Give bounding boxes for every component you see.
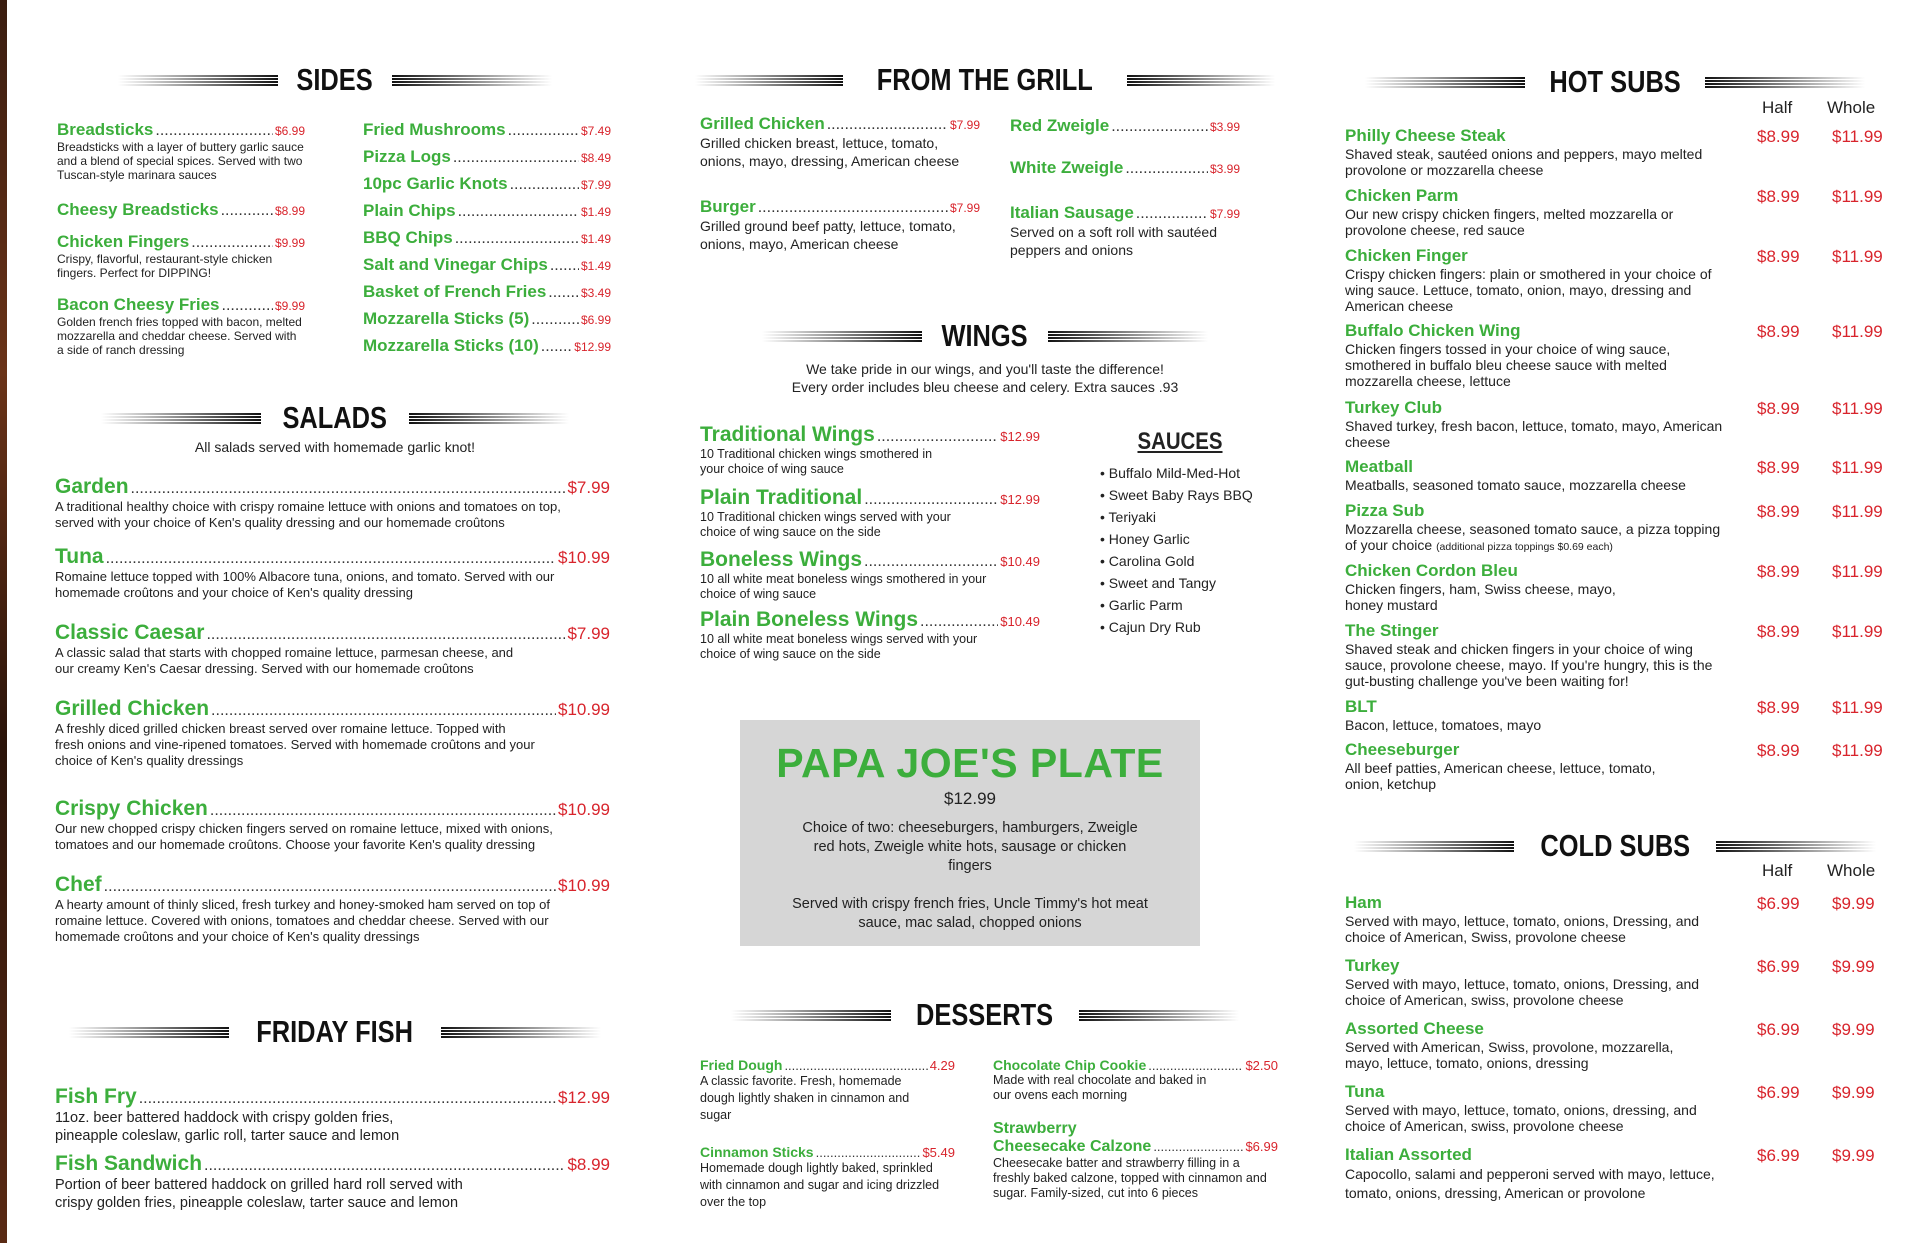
- section-title: SIDES: [296, 62, 374, 97]
- item-name: Mozzarella Sticks (10): [363, 336, 539, 355]
- item-desc: A classic favorite. Fresh, homemade dough lightly shaken in cinnamon and sugar: [700, 1074, 910, 1122]
- menu-item: [1345, 126, 1885, 178]
- menu-item: [1345, 1145, 1885, 1203]
- desserts-section: [695, 995, 1275, 1035]
- grill-section: [695, 60, 1275, 100]
- item-price: $10.99: [558, 700, 610, 719]
- item-price: $12.99: [558, 1088, 610, 1107]
- menu-item: [1345, 1082, 1885, 1134]
- item-price: $7.99: [949, 201, 980, 215]
- menu-item: [700, 548, 1040, 602]
- half-price: $8.99: [1757, 562, 1800, 581]
- item-desc: Golden french fries topped with bacon, melted mozzarella and cheddar cheese. Served with a side of ranch dressing: [57, 315, 302, 357]
- heading-bar-right: [392, 75, 552, 86]
- item-name: Plain Traditional: [700, 486, 863, 509]
- item-price: $8.49: [580, 151, 611, 165]
- whole-column-label: Whole: [1827, 98, 1876, 117]
- menu-item: [700, 486, 1040, 540]
- item-name: Assorted Cheese: [1345, 1019, 1484, 1038]
- left-edge-border: [0, 0, 7, 1243]
- item-price: $3.99: [1209, 162, 1240, 176]
- sides-heading: [55, 60, 615, 100]
- sauce-item: • Teriyaki: [1100, 509, 1156, 525]
- sauce-item: • Carolina Gold: [1100, 553, 1195, 569]
- item-price: $8.99: [274, 204, 305, 218]
- item-desc: Served with mayo, lettuce, tomato, onions, Dressing, and choice of American, Swiss, provolone cheese: [1345, 913, 1700, 945]
- section-title: HOT SUBS: [1549, 64, 1681, 99]
- half-price: $6.99: [1757, 1146, 1800, 1165]
- item-name: Turkey Club: [1345, 398, 1442, 417]
- whole-price: $11.99: [1832, 127, 1883, 146]
- item-name: BLT: [1345, 697, 1377, 716]
- half-price: $8.99: [1757, 741, 1800, 760]
- wings-note-1: We take pride in our wings, and you'll taste the difference!: [806, 361, 1164, 377]
- menu-item: [57, 295, 305, 357]
- item-desc: Shaved steak, sautéed onions and peppers, mayo melted provolone or mozzarella cheese: [1345, 146, 1703, 178]
- half-price: $8.99: [1757, 322, 1800, 341]
- sides-right-list: [363, 120, 611, 363]
- menu-item: [1010, 116, 1240, 136]
- menu-item: [55, 475, 610, 531]
- wings-section: [695, 316, 1275, 396]
- whole-price: $9.99: [1832, 1146, 1875, 1165]
- item-price: $10.99: [558, 548, 610, 567]
- plate-desc-1: Choice of two: cheeseburgers, hamburgers, Zweigle red hots, Zweigle white hots, sausage or chicken fingers: [802, 820, 1138, 874]
- item-desc: [1345, 521, 1730, 555]
- leader-dots: [106, 550, 556, 568]
- menu-item: [57, 200, 305, 220]
- menu-item: [1345, 398, 1885, 450]
- heading-bar-right: [441, 1027, 601, 1038]
- whole-price: $11.99: [1832, 741, 1883, 760]
- whole-price: $11.99: [1832, 247, 1883, 266]
- item-name: Tuna: [55, 545, 104, 568]
- heading-bar-left: [101, 413, 261, 424]
- half-price: $8.99: [1757, 502, 1800, 521]
- item-desc: Our new chopped crispy chicken fingers served on romaine lettuce, mixed with onions, tomatoes and our homemade croûtons. Choose your favorite Ken's quality dressing: [55, 821, 553, 852]
- item-price: $3.99: [1209, 120, 1240, 134]
- item-desc: Shaved steak and chicken fingers in your choice of wing sauce, provolone cheese, mayo. If you're hungry, this is the gut-busting challenge you've been waiting for!: [1345, 641, 1713, 689]
- whole-column-label: Whole: [1827, 861, 1876, 880]
- heading-bar-right: [1048, 331, 1208, 342]
- menu-item: [1345, 621, 1885, 689]
- menu-item: [55, 1152, 610, 1212]
- item-name: Cinnamon Sticks: [700, 1144, 814, 1160]
- item-name: Chicken Fingers: [57, 232, 190, 251]
- whole-price: $11.99: [1832, 622, 1883, 641]
- sauce-item: • Sweet Baby Rays BBQ: [1100, 487, 1253, 503]
- leader-dots: [864, 491, 998, 509]
- friday-fish-section: [55, 1012, 615, 1052]
- whole-price: $11.99: [1832, 458, 1883, 477]
- item-price: $7.99: [949, 118, 980, 132]
- item-price: $10.49: [1000, 554, 1040, 569]
- item-name: Plain Chips: [363, 201, 456, 220]
- item-price: $1.49: [580, 259, 611, 273]
- item-price: $7.99: [1209, 207, 1240, 221]
- item-desc: Served with mayo, lettuce, tomato, onions, dressing, and choice of American, swiss, provolone cheese: [1345, 1102, 1697, 1134]
- item-name: Meatball: [1345, 457, 1414, 476]
- whole-price: $9.99: [1832, 1020, 1875, 1039]
- item-name: Chicken Finger: [1345, 246, 1468, 265]
- item-desc: Grilled chicken breast, lettuce, tomato, onions, mayo, dressing, American cheese: [700, 135, 960, 169]
- item-price: $10.99: [558, 800, 610, 819]
- item-name: Burger: [700, 197, 756, 216]
- half-price: $8.99: [1757, 187, 1800, 206]
- plate-price: $12.99: [944, 789, 996, 808]
- item-desc: All beef patties, American cheese, lettuce, tomato, onion, ketchup: [1345, 760, 1656, 792]
- item-desc-note: (additional pizza toppings $0.69 each): [1436, 541, 1613, 553]
- leader-dots: [827, 116, 948, 134]
- heading-bar-left: [695, 75, 843, 86]
- menu-item: [700, 1057, 955, 1124]
- leader-dots: [221, 202, 273, 220]
- leader-dots: [550, 257, 579, 275]
- menu-item: [55, 873, 610, 945]
- leader-dots: [510, 176, 579, 194]
- half-price: $8.99: [1757, 399, 1800, 418]
- half-price: $6.99: [1757, 957, 1800, 976]
- item-desc: A traditional healthy choice with crispy romaine lettuce with onions and tomatoes on top, served with your choice of Ken's quality dressing and our homemade croûtons: [55, 499, 561, 530]
- whole-price: $11.99: [1832, 187, 1883, 206]
- item-desc: Shaved turkey, fresh bacon, lettuce, tomato, mayo, American cheese: [1345, 418, 1723, 450]
- item-name: Ham: [1345, 893, 1382, 912]
- menu-item: [700, 608, 1040, 662]
- leader-dots: [210, 802, 556, 820]
- item-name: Tuna: [1345, 1082, 1385, 1101]
- sauce-item: • Garlic Parm: [1100, 597, 1183, 613]
- item-desc: Our new crispy chicken fingers, melted mozzarella or provolone cheese, red sauce: [1345, 206, 1674, 238]
- heading-bar-left: [118, 75, 278, 86]
- heading-bar-left: [1365, 77, 1525, 88]
- item-name: Chef: [55, 873, 102, 896]
- half-price: $8.99: [1757, 698, 1800, 717]
- leader-dots: [1111, 118, 1208, 136]
- heading-bar-left: [1354, 841, 1514, 852]
- heading-bar-left: [731, 1010, 891, 1021]
- item-name: Traditional Wings: [700, 423, 875, 446]
- cold-subs-heading: [1345, 826, 1885, 866]
- item-name: Cheesy Breadsticks: [57, 200, 219, 219]
- heading-bar-right: [1705, 77, 1865, 88]
- half-price: $8.99: [1757, 247, 1800, 266]
- leader-dots: [541, 338, 573, 356]
- leader-dots: [877, 428, 998, 446]
- item-name: The Stinger: [1345, 621, 1439, 640]
- menu-item: [700, 114, 980, 170]
- item-desc: A freshly diced grilled chicken breast served over romaine lettuce. Topped with fresh onions and vine-ripened tomatoes. Served with homemade croûtons and your choice of Ken's quality dressings: [55, 721, 535, 768]
- section-title: DESSERTS: [916, 997, 1054, 1032]
- salads-note: All salads served with homemade garlic knot!: [194, 439, 476, 455]
- item-name: Plain Boneless Wings: [700, 608, 919, 631]
- menu-item: [55, 797, 610, 853]
- item-desc: 10 Traditional chicken wings served with your choice of wing sauce on the side: [700, 510, 951, 539]
- sides-section: [55, 60, 615, 100]
- whole-price: $9.99: [1832, 1083, 1875, 1102]
- half-price: $8.99: [1757, 127, 1800, 146]
- leader-dots: [548, 284, 579, 302]
- item-name: Italian Sausage: [1010, 203, 1134, 222]
- leader-dots: [455, 230, 579, 248]
- leader-dots: [155, 122, 273, 140]
- item-name: Fried Dough: [700, 1057, 783, 1073]
- menu-item: [1345, 457, 1885, 493]
- item-name: Bacon Cheesy Fries: [57, 295, 220, 314]
- whole-price: $11.99: [1832, 562, 1883, 581]
- half-column-label: Half: [1762, 98, 1793, 117]
- item-desc: Grilled ground beef patty, lettuce, tomato, onions, mayo, American cheese: [700, 218, 956, 252]
- item-price: $9.99: [274, 236, 305, 250]
- item-name: BBQ Chips: [363, 228, 453, 247]
- menu-item: [1345, 501, 1885, 555]
- menu-item: [57, 232, 305, 280]
- menu-item: [1345, 956, 1885, 1008]
- leader-dots: [211, 702, 556, 720]
- item-desc: Chicken fingers, ham, Swiss cheese, mayo, honey mustard: [1345, 581, 1616, 613]
- section-title: FRIDAY FISH: [256, 1014, 414, 1049]
- section-title: FROM THE GRILL: [876, 62, 1094, 97]
- whole-price: $11.99: [1832, 322, 1883, 341]
- leader-dots: [816, 1145, 921, 1160]
- heading-bar-right: [1127, 75, 1275, 86]
- leader-dots: [191, 234, 273, 252]
- item-name: Chocolate Chip Cookie: [993, 1057, 1147, 1073]
- friday-fish-heading: [55, 1012, 615, 1052]
- item-name: Mozzarella Sticks (5): [363, 309, 530, 328]
- papa-joes-plate-box: [740, 720, 1200, 946]
- leader-dots: [920, 613, 998, 631]
- desserts-heading: [695, 995, 1275, 1035]
- sauce-item: • Cajun Dry Rub: [1100, 619, 1201, 635]
- sauces-title: SAUCES: [1137, 428, 1223, 455]
- item-price: $5.49: [922, 1145, 955, 1160]
- item-price: 4.29: [929, 1058, 955, 1073]
- menu-item: [1345, 186, 1885, 238]
- item-desc: Homemade dough lightly baked, sprinkled with cinnamon and sugar and icing drizzled over the top: [700, 1161, 940, 1209]
- item-desc: A hearty amount of thinly sliced, fresh turkey and honey-smoked ham served on top of romaine lettuce. Covered with onions, tomatoes and cheddar cheese. Served with our homemade croûtons and your choice of Ken's quality dressings: [55, 897, 550, 944]
- item-desc: Served with American, Swiss, provolone, mozzarella, mayo, lettuce, tomato, onions, dressing: [1345, 1039, 1674, 1071]
- leader-dots: [1136, 205, 1208, 223]
- sauce-item: • Sweet and Tangy: [1100, 575, 1216, 591]
- menu-item: [1345, 1019, 1885, 1071]
- item-name: Fish Sandwich: [55, 1152, 203, 1175]
- item-name: Philly Cheese Steak: [1345, 126, 1506, 145]
- item-name: Fish Fry: [55, 1085, 137, 1108]
- item-desc: Served on a soft roll with sautéed peppers and onions: [1010, 224, 1218, 258]
- item-name: Cheesecake Calzone: [993, 1138, 1152, 1155]
- menu-item: [1345, 740, 1885, 792]
- item-name: Crispy Chicken: [55, 797, 208, 820]
- item-name: Cheeseburger: [1345, 740, 1460, 759]
- heading-bar-right: [1079, 1010, 1239, 1021]
- menu-item: [1345, 321, 1885, 389]
- leader-dots: [531, 311, 579, 329]
- item-desc: A classic salad that starts with chopped romaine lettuce, parmesan cheese, and our creamy Ken's Caesar dressing. Served with our homemade croûtons: [55, 645, 514, 676]
- half-price: $6.99: [1757, 1083, 1800, 1102]
- item-price: $3.49: [580, 286, 611, 300]
- item-name: Red Zweigle: [1010, 116, 1110, 135]
- item-price: $9.99: [274, 299, 305, 313]
- whole-price: $11.99: [1832, 399, 1883, 418]
- leader-dots: [222, 297, 273, 315]
- item-name: Turkey: [1345, 956, 1400, 975]
- half-price: $6.99: [1757, 1020, 1800, 1039]
- whole-price: $11.99: [1832, 698, 1883, 717]
- menu-item: [55, 1085, 610, 1145]
- item-name: Chicken Cordon Bleu: [1345, 561, 1518, 580]
- leader-dots: [453, 149, 579, 167]
- heading-bar-left: [69, 1027, 229, 1038]
- item-name: Classic Caesar: [55, 621, 205, 644]
- item-name: 10pc Garlic Knots: [363, 174, 508, 193]
- cold-subs-section: [1345, 826, 1885, 866]
- menu-item: [57, 120, 305, 182]
- leader-dots: [206, 626, 565, 644]
- menu-item: [55, 697, 610, 769]
- leader-dots: [131, 480, 566, 498]
- sauce-item: • Honey Garlic: [1100, 531, 1190, 547]
- leader-dots: [204, 1157, 565, 1175]
- item-name: Breadsticks: [57, 120, 154, 139]
- item-name-line-1: Strawberry: [993, 1120, 1077, 1137]
- item-desc: 11oz. beer battered haddock with crispy golden fries, pineapple coleslaw, garlic roll, tarter sauce and lemon: [55, 1110, 400, 1144]
- item-price: $10.49: [1000, 614, 1040, 629]
- leader-dots: [508, 122, 579, 140]
- item-desc: 10 all white meat boneless wings smothered in your choice of wing sauce: [700, 572, 987, 601]
- heading-bar-right: [1716, 841, 1876, 852]
- item-price: $7.99: [567, 478, 610, 497]
- wings-note-2: Every order includes bleu cheese and celery. Extra sauces .93: [791, 379, 1179, 395]
- item-name: Boneless Wings: [700, 548, 863, 571]
- menu-item: [1345, 893, 1885, 945]
- item-price: $1.49: [580, 232, 611, 246]
- item-price: $12.99: [574, 340, 611, 354]
- sauce-item: • Buffalo Mild-Med-Hot: [1100, 465, 1241, 481]
- item-desc: 10 Traditional chicken wings smothered in your choice of wing sauce: [700, 447, 933, 476]
- item-name: White Zweigle: [1010, 158, 1124, 177]
- menu-item: [55, 621, 610, 677]
- item-price: $10.99: [558, 876, 610, 895]
- item-price: $7.99: [567, 624, 610, 643]
- half-price: $8.99: [1757, 458, 1800, 477]
- item-desc: Romaine lettuce topped with 100% Albacore tuna, onions, and tomato. Served with our homemade croûtons and your choice of Ken's quality dressing: [55, 569, 555, 600]
- item-name: Salt and Vinegar Chips: [363, 255, 548, 274]
- heading-bar-left: [762, 331, 922, 342]
- item-desc: Portion of beer battered haddock on grilled hard roll served with crispy golden fries, pineapple coleslaw, tarter sauce and lemon: [55, 1177, 463, 1211]
- menu-item: [55, 545, 610, 601]
- item-price: $6.99: [580, 313, 611, 327]
- sauces-list: [1100, 428, 1260, 638]
- menu-item: [700, 197, 980, 253]
- item-price: $1.49: [580, 205, 611, 219]
- wings-heading: [695, 316, 1275, 356]
- menu-item: [700, 1144, 955, 1211]
- menu-item: [1345, 246, 1885, 314]
- item-desc: Made with real chocolate and baked in our ovens each morning: [993, 1073, 1207, 1102]
- item-price: $7.49: [580, 124, 611, 138]
- salads-heading: [55, 398, 615, 438]
- item-desc-text: Mozzarella cheese, seasoned tomato sauce, a pizza topping of your choice: [1345, 521, 1721, 553]
- leader-dots: [784, 1058, 927, 1073]
- item-desc: Breadsticks with a layer of buttery garlic sauce and a blend of special spices. Served with two Tuscan-style marinara sauces: [57, 140, 304, 182]
- plate-title: PAPA JOE'S PLATE: [776, 740, 1164, 786]
- item-price: $12.99: [1000, 429, 1040, 444]
- leader-dots: [864, 553, 998, 571]
- item-price: $2.50: [1245, 1058, 1278, 1073]
- item-desc: Bacon, lettuce, tomatoes, mayo: [1345, 717, 1542, 733]
- item-desc: Capocollo, salami and pepperoni served with mayo, lettuce, tomato, onions, dressing, American or provolone: [1345, 1166, 1715, 1201]
- item-name: Garden: [55, 475, 129, 498]
- item-desc: Crispy chicken fingers: plain or smothered in your choice of wing sauce. Lettuce, tomato, onion, mayo, dressing and American cheese: [1345, 266, 1712, 314]
- item-price: $6.99: [1245, 1139, 1278, 1154]
- whole-price: $9.99: [1832, 957, 1875, 976]
- item-name: Grilled Chicken: [700, 114, 825, 133]
- whole-price: $11.99: [1832, 502, 1883, 521]
- leader-dots: [758, 199, 948, 217]
- item-desc: Cheesecake batter and strawberry filling in a freshly baked calzone, topped with cinnamon and sugar. Family-sized, cut into 6 pieces: [993, 1156, 1267, 1200]
- menu-item: [1345, 561, 1885, 613]
- leader-dots: [104, 878, 556, 896]
- half-price: $8.99: [1757, 622, 1800, 641]
- section-title: WINGS: [941, 318, 1029, 353]
- menu-item: [1010, 203, 1240, 259]
- item-name: Italian Assorted: [1345, 1145, 1472, 1164]
- heading-bar-right: [409, 413, 569, 424]
- leader-dots: [139, 1090, 556, 1108]
- section-title: SALADS: [282, 400, 388, 435]
- menu-item: [993, 1120, 1278, 1201]
- item-name: Pizza Sub: [1345, 501, 1425, 520]
- leader-dots: [1148, 1058, 1243, 1073]
- menu-item: [1010, 158, 1240, 178]
- item-name: Chicken Parm: [1345, 186, 1459, 205]
- plate-desc-2: Served with crispy french fries, Uncle Timmy's hot meat sauce, mac salad, chopped onions: [792, 896, 1148, 931]
- menu-item: [700, 423, 1040, 477]
- whole-price: $9.99: [1832, 894, 1875, 913]
- leader-dots: [458, 203, 579, 221]
- item-desc: Meatballs, seasoned tomato sauce, mozzarella cheese: [1345, 477, 1686, 493]
- item-name: Fried Mushrooms: [363, 120, 506, 139]
- grill-heading: [695, 60, 1275, 100]
- item-name: Basket of French Fries: [363, 282, 547, 301]
- leader-dots: [1153, 1139, 1243, 1154]
- item-price: $12.99: [1000, 492, 1040, 507]
- item-price: $7.99: [580, 178, 611, 192]
- item-price: $8.99: [567, 1155, 610, 1174]
- item-name: Grilled Chicken: [55, 697, 210, 720]
- item-desc: Chicken fingers tossed in your choice of wing sauce, smothered in buffalo bleu cheese sauce with melted mozzarella cheese, lettuce: [1345, 341, 1671, 389]
- hot-subs-heading: [1345, 62, 1885, 102]
- section-title: COLD SUBS: [1540, 828, 1690, 863]
- leader-dots: [1125, 160, 1208, 178]
- item-name: Pizza Logs: [363, 147, 451, 166]
- menu-item: [993, 1057, 1278, 1103]
- item-desc: Served with mayo, lettuce, tomato, onions, Dressing, and choice of American, swiss, provolone cheese: [1345, 976, 1700, 1008]
- item-desc: 10 all white meat boneless wings served with your choice of wing sauce on the side: [700, 632, 978, 661]
- hot-subs-section: [1345, 62, 1885, 102]
- item-price: $6.99: [274, 124, 305, 138]
- half-column-label: Half: [1762, 861, 1793, 880]
- item-name: Buffalo Chicken Wing: [1345, 321, 1521, 340]
- menu-item: [1345, 697, 1885, 733]
- salads-section: [55, 398, 615, 456]
- item-desc: Crispy, flavorful, restaurant-style chicken fingers. Perfect for DIPPING!: [57, 252, 273, 280]
- half-price: $6.99: [1757, 894, 1800, 913]
